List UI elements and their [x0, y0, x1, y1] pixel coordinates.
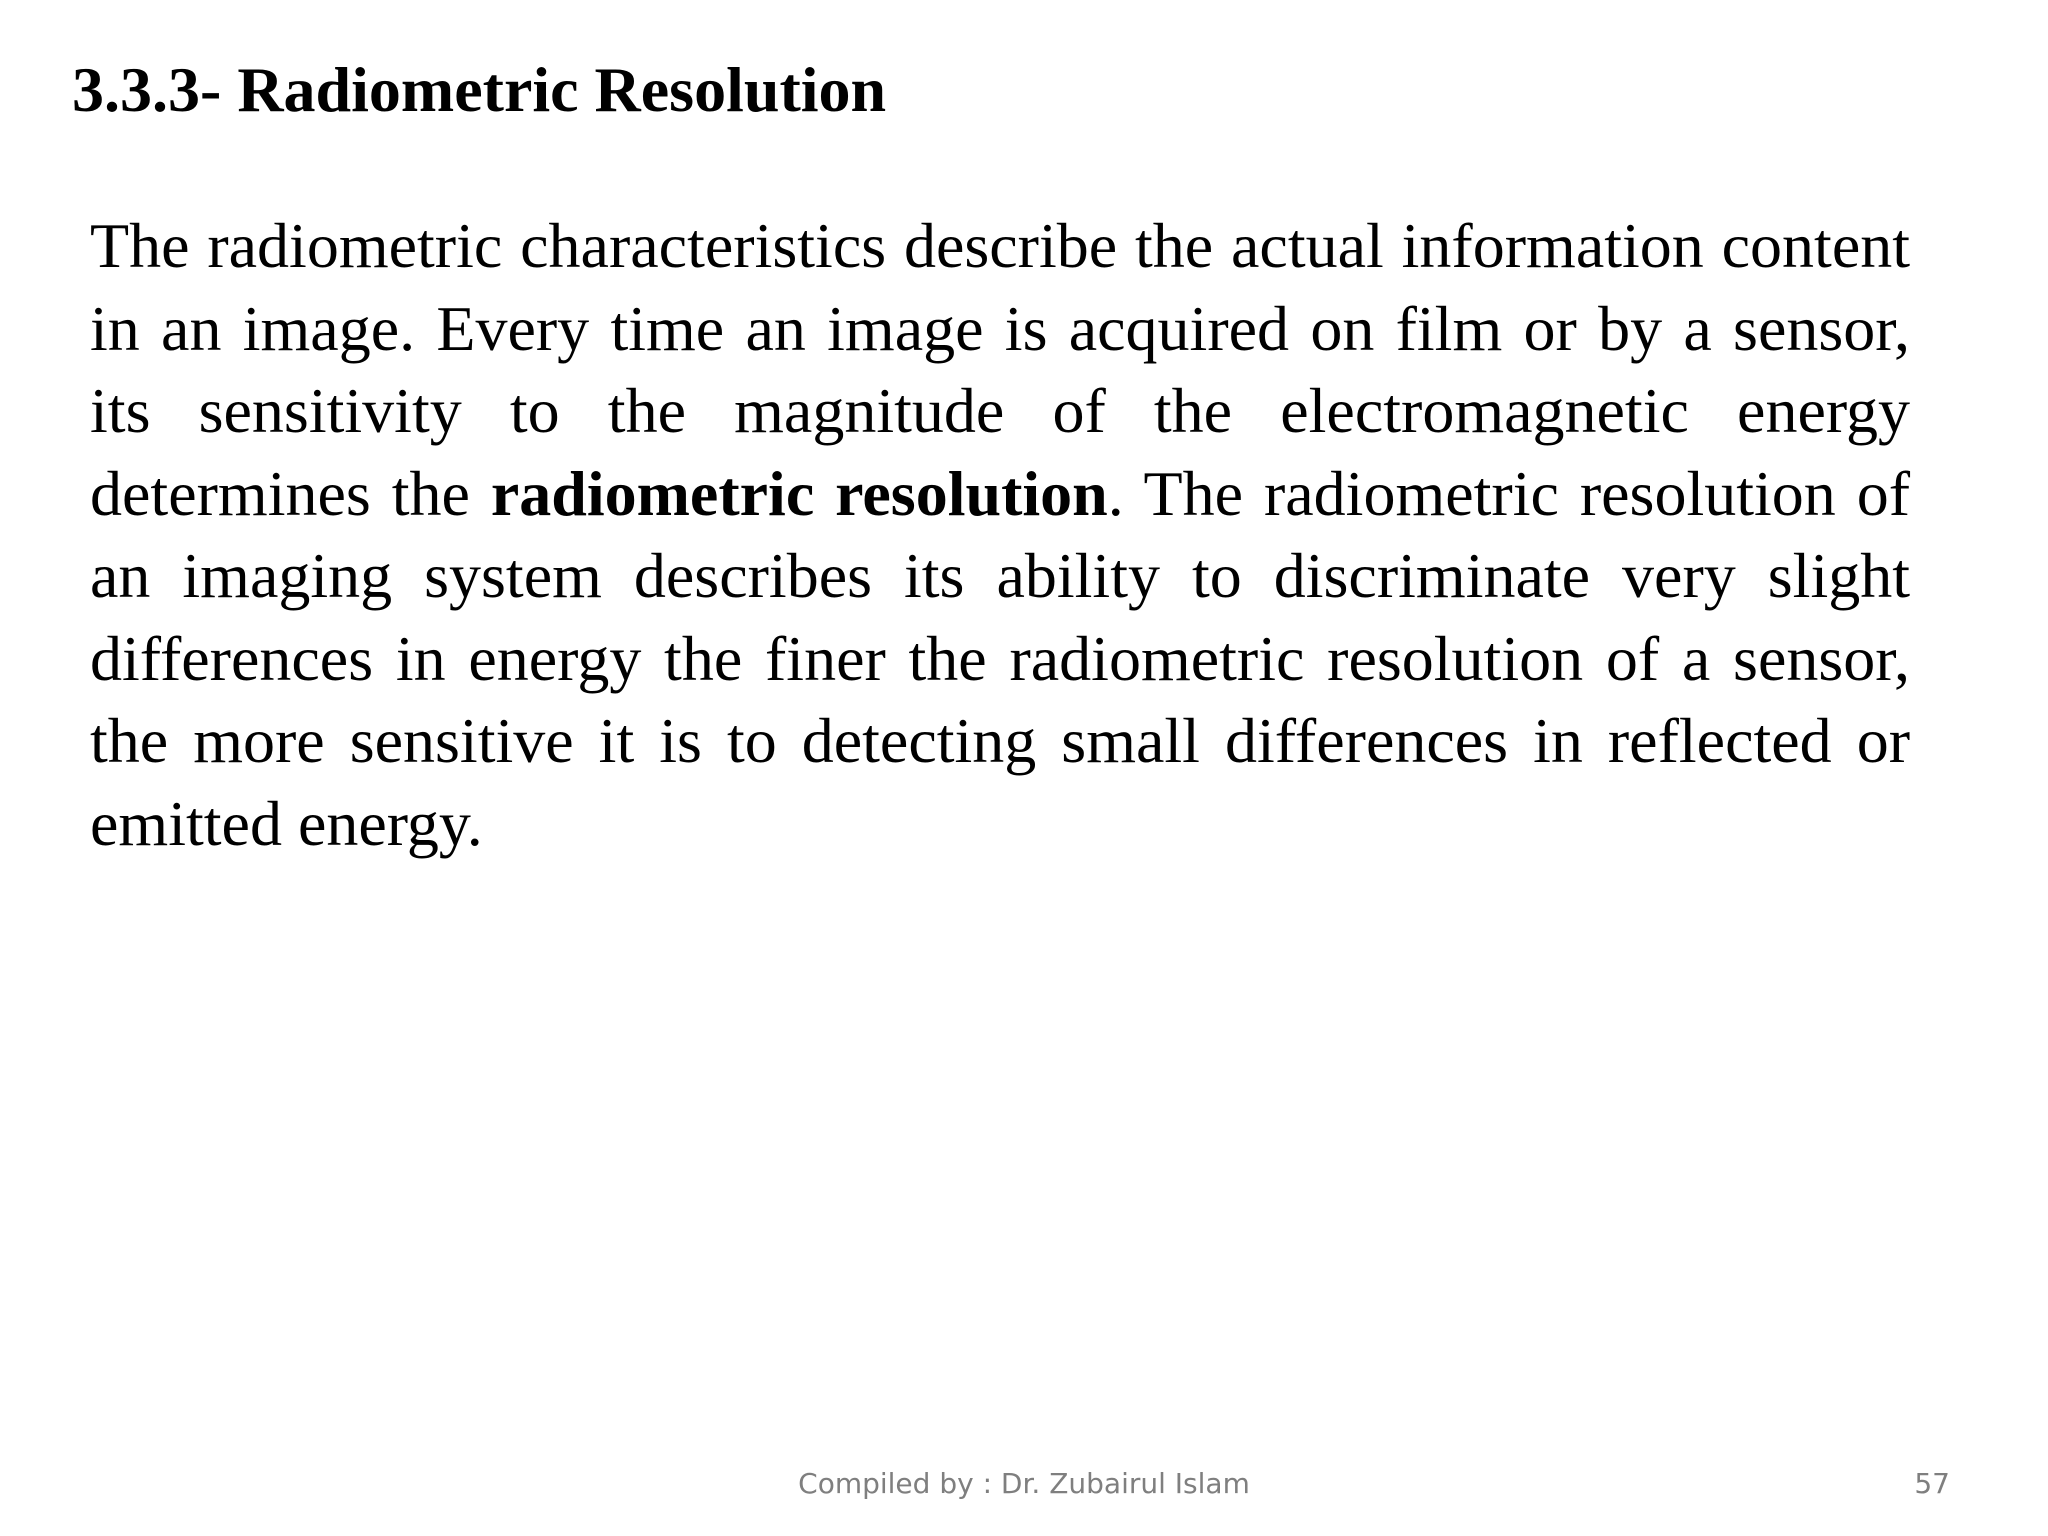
page-number: 57 [1914, 1467, 1950, 1500]
paragraph-text-part2: . The radiometric resolution of an imaging system describes its ability to discriminate very slight differences in energy the finer the radiometric resolution of a sensor, the more sensitive it is to detecting small differences in reflected or emitted energy. [90, 457, 1911, 859]
paragraph-text-part1: The radiometric characteristics describe the actual information content in an image. Every time an image is acquired on film or by a sensor, its sensitivity to the magnitude of the electromagnetic energy determines the [90, 210, 1910, 529]
bold-term: radiometric resolution [490, 457, 1108, 529]
footer-credit: Compiled by : Dr. Zubairul Islam [798, 1467, 1250, 1500]
slide-title: 3.3.3- Radiometric Resolution [72, 54, 887, 125]
body-paragraph [90, 205, 1910, 865]
